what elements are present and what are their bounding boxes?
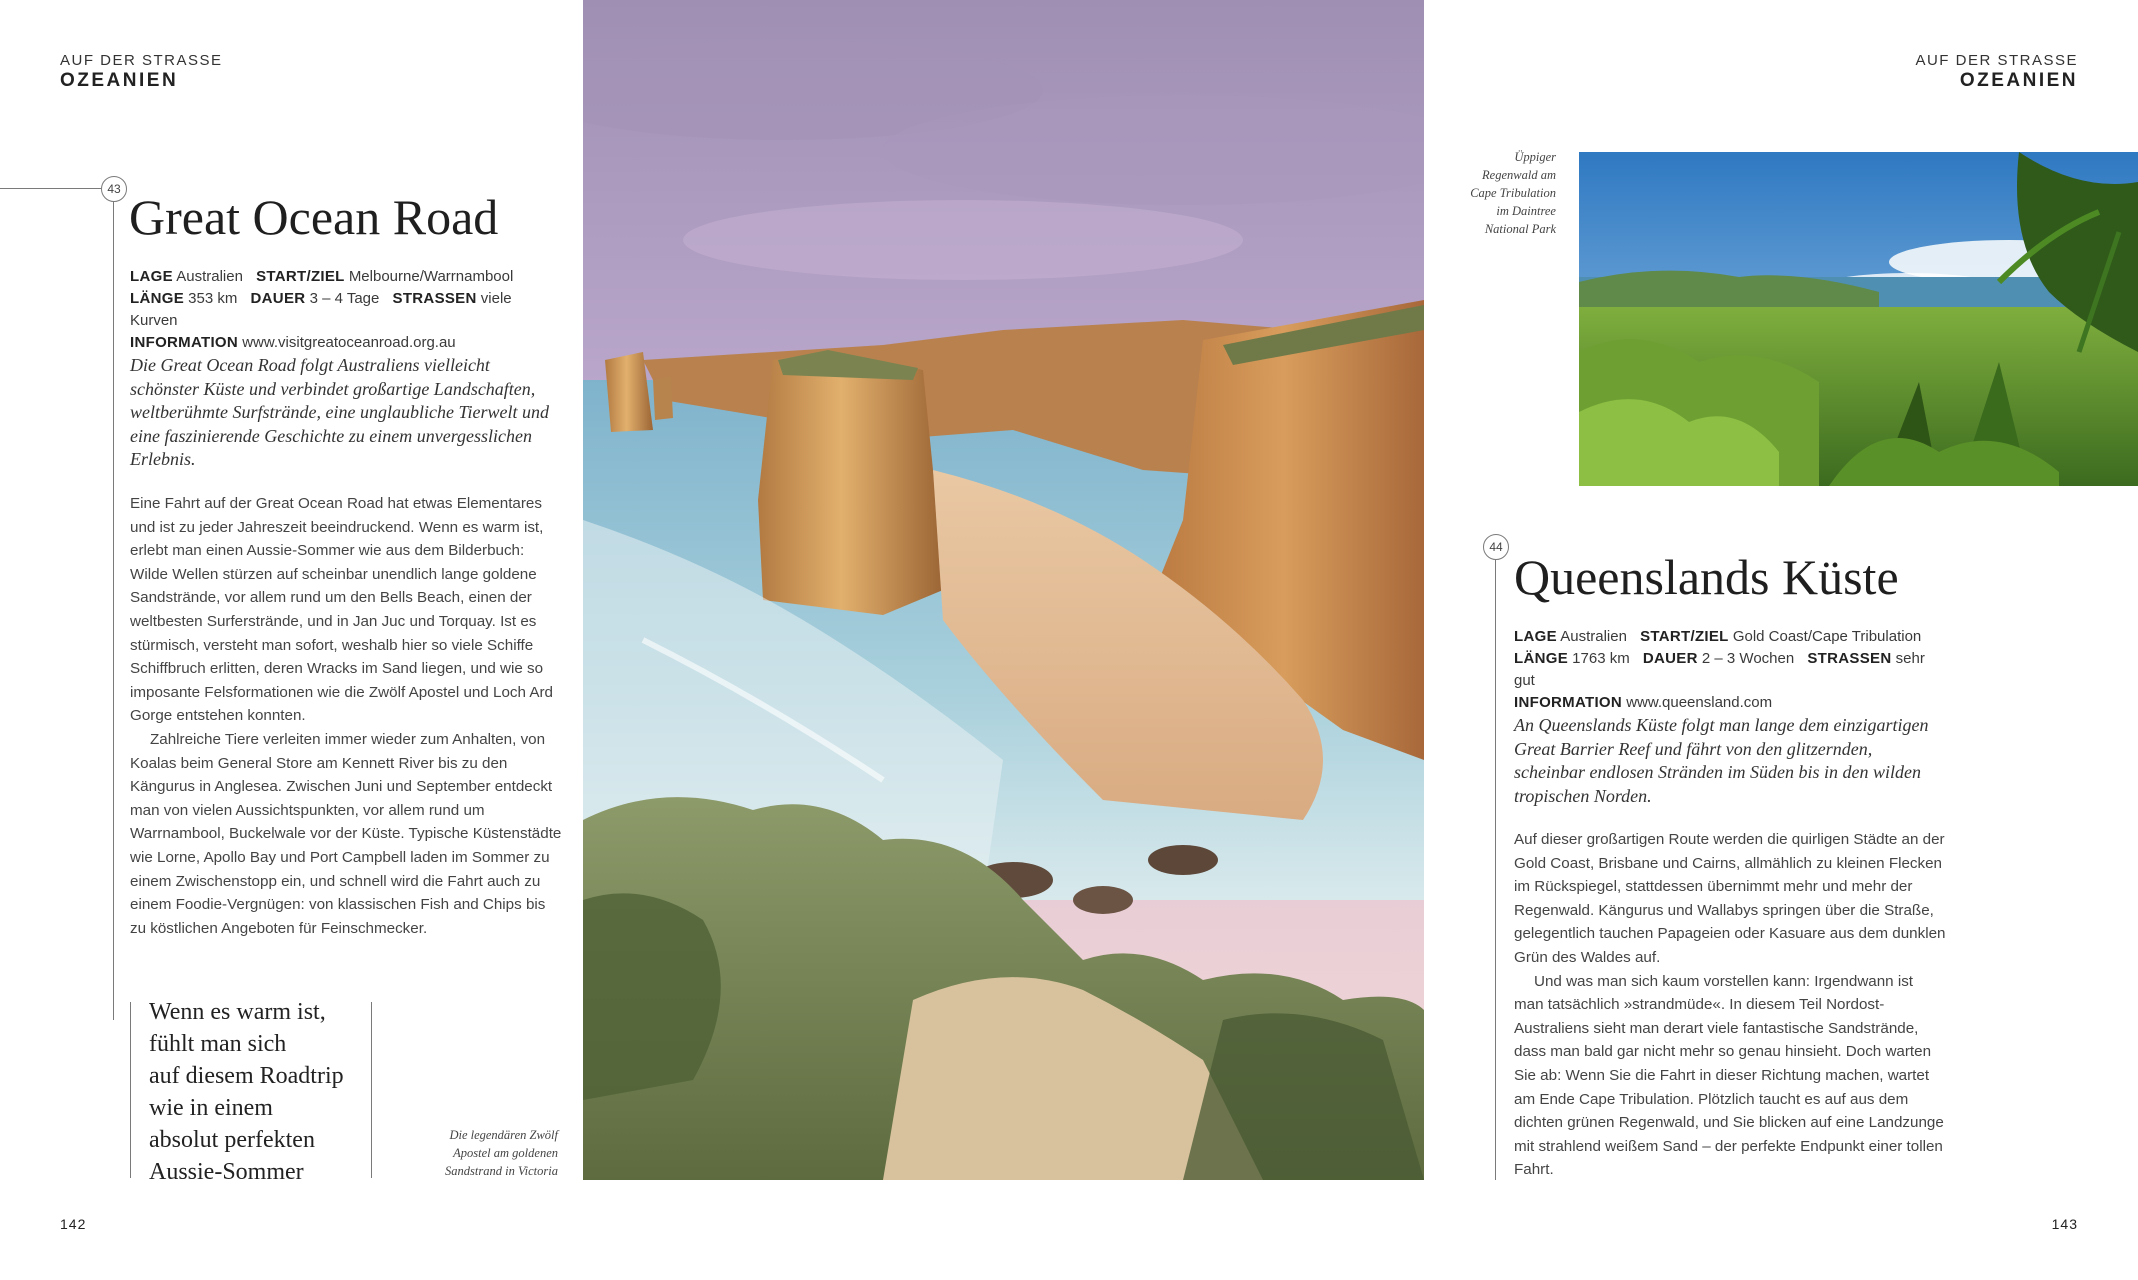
body-paragraph: Eine Fahrt auf der Great Ocean Road hat etwas Elementares und ist zu jeder Jahreszeit beeindruckend. Wenn es warm ist, erlebt man einen Aussie-Sommer wie aus dem Bilderbuch: Wilde Wellen stürzen auf scheinbar unendlich lange goldene Sandstrände, vor allem rund um den Bells Beach, einen der weltbesten Surferstrände, und in Jan Juc und Torquay. Ist es stürmisch, versteht man sofort, weshalb hier so viele Schiffe Schiffbruch erlitten, deren Wracks im Sand liegen, und wie so imposante Felsformationen wie die Zwölf Apostel und Loch Ard Gorge entstehen konnten. xyxy=(130,495,553,725)
fact-label: STRASSEN xyxy=(392,290,477,307)
right-running-section: OZEANIEN xyxy=(1959,70,2078,91)
route-title-43: Great Ocean Road xyxy=(129,189,499,245)
pullquote-line: auf diesem Roadtrip xyxy=(149,1063,344,1089)
route-title-44: Queenslands Küste xyxy=(1514,549,1899,605)
pullquote-rule-right xyxy=(371,1002,372,1178)
fact-roads: sehr gut xyxy=(1514,650,1925,689)
pullquote-line: Wenn es warm ist, xyxy=(149,999,326,1025)
fact-label: DAUER xyxy=(1642,650,1698,667)
body-paragraph: Auf dieser großartigen Route werden die quirligen Städte an der Gold Coast, Brisbane und Cairns, allmählich zu kleinen Flecken im Rückspiegel, stattdessen übernimmt mehr und mehr der Regenwald. Kängurus und Wallabys springen über die Straße, gelegentlich tauchen Papageien oder Kasuare aus dem dunklen Grün des Waldes auf. xyxy=(1514,831,1946,966)
fact-label: LÄNGE xyxy=(1514,650,1568,667)
route-facts-43 xyxy=(130,266,570,354)
caption-line: Apostel am goldenen xyxy=(453,1146,558,1160)
fact-label: DAUER xyxy=(250,290,306,307)
chapter-vrule-43 xyxy=(113,200,114,1020)
pullquote-line: fühlt man sich xyxy=(149,1031,287,1057)
caption-line: National Park xyxy=(1484,222,1556,236)
caption-line: Die legendären Zwölf xyxy=(449,1128,558,1142)
fact-length: 1763 km xyxy=(1572,650,1630,667)
pullquote-line: Aussie-Sommer xyxy=(149,1159,304,1185)
chapter-number-44: 44 xyxy=(1483,534,1509,560)
route-intro-44: An Queenslands Küste folgt man lange dem einzigartigen Great Barrier Reef und fährt von den glitzernden, scheinbar endlosen Stränden im Süden bis in den wilden tropischen Norden. xyxy=(1514,715,1929,806)
chapter-rule-43 xyxy=(0,188,101,189)
page-number-left: 142 xyxy=(60,1216,87,1232)
chapter-number-43: 43 xyxy=(101,176,127,202)
right-running-kicker: AUF DER STRASSE xyxy=(1915,52,2078,69)
fact-start-end: Gold Coast/Cape Tribulation xyxy=(1732,628,1922,645)
fact-label: START/ZIEL xyxy=(1640,628,1729,645)
fact-label: LAGE xyxy=(1514,628,1557,645)
page-number-right: 143 xyxy=(2051,1216,2078,1232)
fact-start-end: Melbourne/Warrnambool xyxy=(348,268,514,285)
route-intro-43: Die Great Ocean Road folgt Australiens vielleicht schönster Küste und verbindet großartige Landschaften, weltberühmte Surfstrände, eine unglaubliche Tierwelt und eine faszinierende Geschichte zu einem unvergesslichen Erlebnis. xyxy=(130,355,549,469)
body-paragraph: Zahlreiche Tiere verleiten immer wieder zum Anhalten, von Koalas beim General Store am Kennett River bis zu den Kängurus in Anglesea. Zwischen Juni und September entdeckt man von vielen Aussichtspunkten, vor allem rund um Warrnambool, Buckelwale vor der Küste. Typische Küstenstädte wie Lorne, Apollo Bay und Port Campbell laden im Sommer zu einem Zwischenstopp ein, und schnell wird die Fahrt auch zu einem Foodie-Vergnügen: von klassischen Fish and Chips bis zu köstlichen Angeboten für Feinschmecker. xyxy=(130,730,562,937)
rainforest-photo xyxy=(1579,152,2138,486)
fact-location: Australien xyxy=(176,268,243,285)
fact-info-link[interactable]: www.queensland.com xyxy=(1626,694,1773,711)
route-body-43 xyxy=(130,492,562,940)
photo-caption-43 xyxy=(400,1126,558,1180)
caption-line: Üppiger xyxy=(1514,150,1556,164)
fact-label: INFORMATION xyxy=(1514,694,1623,711)
body-paragraph: Und was man sich kaum vorstellen kann: Irgendwann ist man tatsächlich »strandmüde«. In diesem Teil Nordost-Australiens sieht man derart viele fantastische Sandstrände, dass man bald gar nicht mehr so genau hinsieht. Doch warten Sie ab: Wenn Sie die Fahrt in dieser Richtung machen, wartet am Ende Cape Tribulation. Plötzlich taucht es auf aus dem dichten grünen Regenwald, und Sie blicken auf eine Landzunge mit strahlend weißem Sand – der perfekte Endpunkt einer tollen Fahrt. xyxy=(1514,972,1944,1179)
fact-label: INFORMATION xyxy=(130,334,239,351)
fact-roads: viele Kurven xyxy=(130,290,512,329)
fact-location: Australien xyxy=(1560,628,1627,645)
fact-label: START/ZIEL xyxy=(256,268,345,285)
caption-line: Cape Tribulation xyxy=(1470,186,1556,200)
left-running-section: OZEANIEN xyxy=(60,70,179,91)
pullquote-rule-left xyxy=(130,1002,131,1178)
photo-caption-44 xyxy=(1440,148,1556,238)
twelve-apostles-photo xyxy=(583,0,1424,1180)
fact-label: LAGE xyxy=(130,268,173,285)
fact-length: 353 km xyxy=(188,290,238,307)
caption-line: im Daintree xyxy=(1496,204,1556,218)
fact-label: STRASSEN xyxy=(1807,650,1892,667)
fact-info-link[interactable]: www.visitgreatoceanroad.org.au xyxy=(242,334,456,351)
fact-duration: 3 – 4 Tage xyxy=(309,290,380,307)
pullquote-line: absolut perfekten xyxy=(149,1127,315,1153)
pullquote-line: wie in einem xyxy=(149,1095,273,1121)
pullquote xyxy=(149,996,369,1188)
caption-line: Sandstrand in Victoria xyxy=(445,1164,558,1178)
chapter-vrule-44 xyxy=(1495,560,1496,1180)
route-facts-44 xyxy=(1514,626,1954,714)
caption-line: Regenwald am xyxy=(1482,168,1556,182)
fact-duration: 2 – 3 Wochen xyxy=(1701,650,1795,667)
left-running-kicker: AUF DER STRASSE xyxy=(60,52,223,69)
fact-label: LÄNGE xyxy=(130,290,184,307)
route-body-44 xyxy=(1514,828,1946,1182)
